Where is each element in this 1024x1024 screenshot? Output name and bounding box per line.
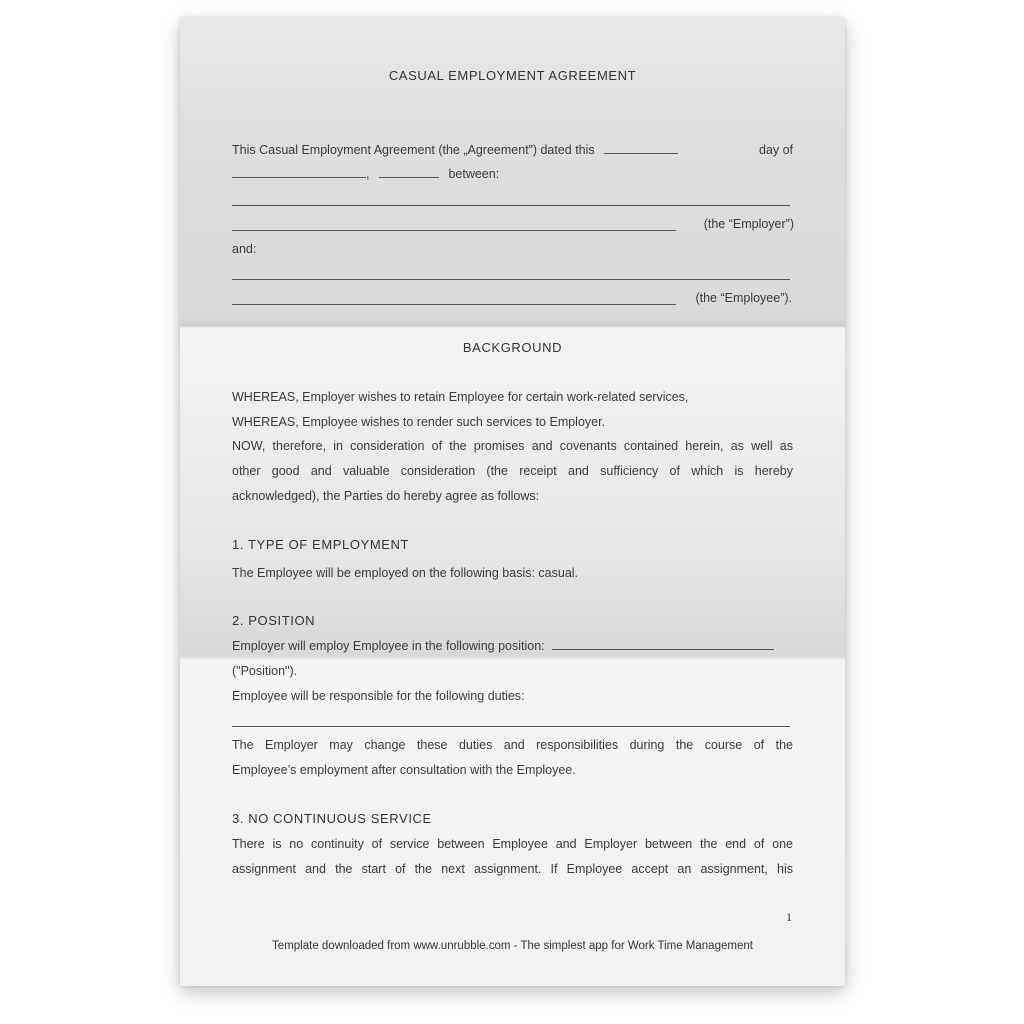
section-3-text: assignment and the start of the next assignment. If Employee accept an assignment, his: [232, 862, 793, 876]
section-1-heading: 1. TYPE OF EMPLOYMENT: [232, 537, 410, 552]
document-title: CASUAL EMPLOYMENT AGREEMENT: [388, 68, 637, 83]
employee-address-line: [232, 304, 676, 305]
and-label: and:: [232, 242, 257, 256]
background-line: WHEREAS, Employee wishes to render such services to Employer.: [232, 415, 606, 429]
duties-line: Employee will be responsible for the following duties:: [232, 689, 525, 703]
change-duties-line: The Employer may change these duties and responsibilities during the course of the: [232, 738, 793, 752]
section-2-heading: 2. POSITION: [232, 613, 316, 628]
change-duties-line: Employee’s employment after consultation with the Employee.: [232, 763, 576, 777]
position-text: Employer will employ Employee in the following position:: [232, 639, 545, 653]
intro-text: This Casual Employment Agreement (the „Agreement”) dated this: [232, 143, 595, 157]
day-of-label: day of: [758, 143, 793, 157]
date-month-blank: [232, 166, 366, 178]
section-1-text: The Employee will be employed on the following basis: casual.: [232, 566, 579, 580]
duties-blank-line: [232, 726, 790, 727]
background-heading: BACKGROUND: [462, 340, 563, 355]
date-year-blank: [379, 166, 439, 178]
comma: ,: [366, 167, 370, 181]
employer-label: (the “Employer”): [703, 217, 794, 231]
intro-line-1: [232, 142, 793, 158]
section-3-heading: 3. NO CONTINUOUS SERVICE: [232, 811, 432, 826]
background-line: NOW, therefore, in consideration of the promises and covenants contained herein, as well as: [232, 439, 793, 453]
employee-label: (the “Employee”).: [695, 291, 792, 305]
position-line: [232, 638, 793, 654]
section-3-text: There is no continuity of service between Employee and Employer between the end of one: [232, 837, 793, 851]
background-line: acknowledged), the Parties do hereby agree as follows:: [232, 489, 540, 503]
intro-line-2: [232, 166, 793, 182]
employer-name-line: [232, 205, 790, 206]
position-blank: [552, 638, 774, 650]
employer-address-line: [232, 230, 676, 231]
background-line: WHEREAS, Employer wishes to retain Employee for certain work-related services,: [232, 390, 689, 404]
document-page: [180, 18, 845, 986]
position-note: ("Position").: [232, 664, 298, 678]
background-line: other good and valuable consideration (the receipt and sufficiency of which is hereby: [232, 464, 793, 478]
date-day-blank: [604, 142, 678, 154]
footer-text: Template downloaded from www.unrubble.com - The simplest app for Work Time Management: [272, 940, 753, 952]
page-number: 1: [786, 910, 792, 924]
between-label: between:: [448, 167, 500, 181]
employee-name-line: [232, 279, 790, 280]
